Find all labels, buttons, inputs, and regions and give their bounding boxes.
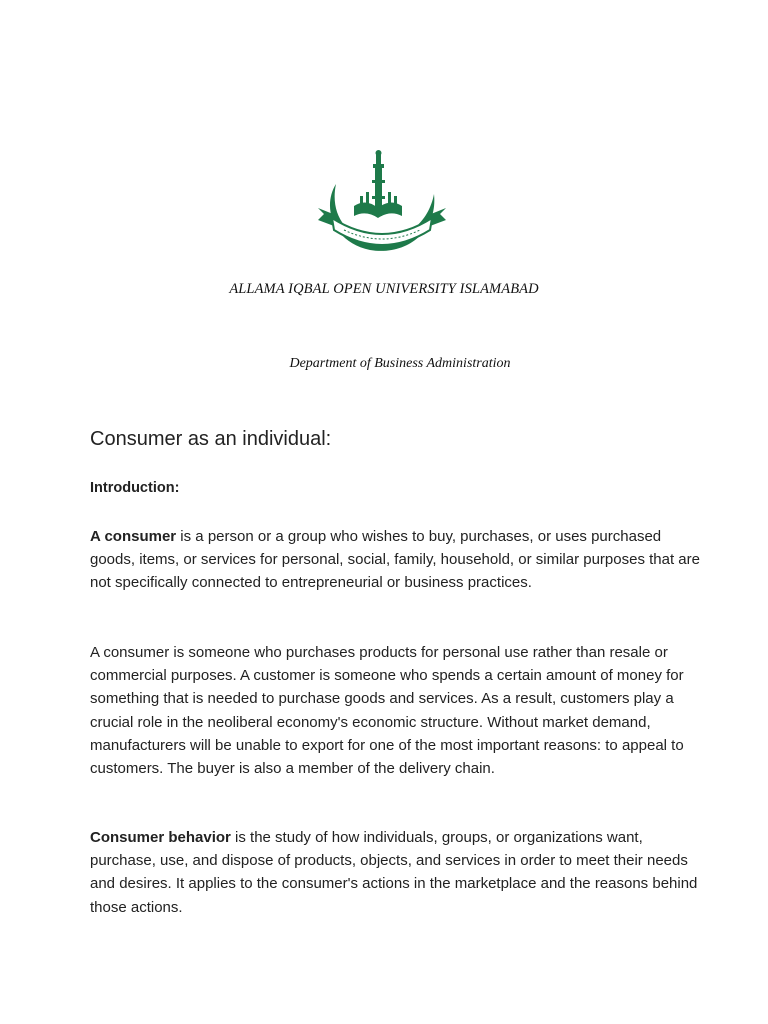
paragraph-text: is the study of how individuals, groups, or organizations want, purchase, use, and dispose of products, objects, and services in order to meet their needs and desires. It applies to the consumer's actions in the marketplace and the reasons behind those actions. (90, 829, 698, 916)
paragraph-text: is a person or a group who wishes to buy, purchases, or uses purchased goods, items, or services for personal, social, family, household, or similar purposes that are not specifically connected to entrepreneurial or business practices. (90, 528, 700, 592)
paragraph-lead: Consumer behavior (90, 829, 231, 846)
section-heading: Introduction: (90, 480, 180, 496)
paragraph-lead: A consumer (90, 528, 177, 545)
department-name: Department of Business Administration (289, 356, 511, 371)
paragraph-consumer-role (90, 641, 700, 780)
document-body (90, 424, 700, 916)
paragraph-text: A consumer is someone who purchases products for personal use rather than resale or commercial purposes. A customer is someone who spends a certain amount of money for something that is needed to purchase goods and services. As a result, customers play a crucial role in the neoliberal economy's economic structure. Without market demand, manufacturers will be unable to export for one of the most important reasons: to appeal to customers. The buyer is also a member of the delivery chain. (90, 644, 684, 778)
paragraph-consumer-definition (90, 525, 700, 595)
document-title: Consumer as an individual: (90, 428, 332, 450)
university-crest-icon (314, 146, 450, 262)
paragraph-consumer-behavior (90, 826, 700, 919)
university-name: ALLAMA IQBAL OPEN UNIVERSITY ISLAMABAD (229, 281, 539, 297)
